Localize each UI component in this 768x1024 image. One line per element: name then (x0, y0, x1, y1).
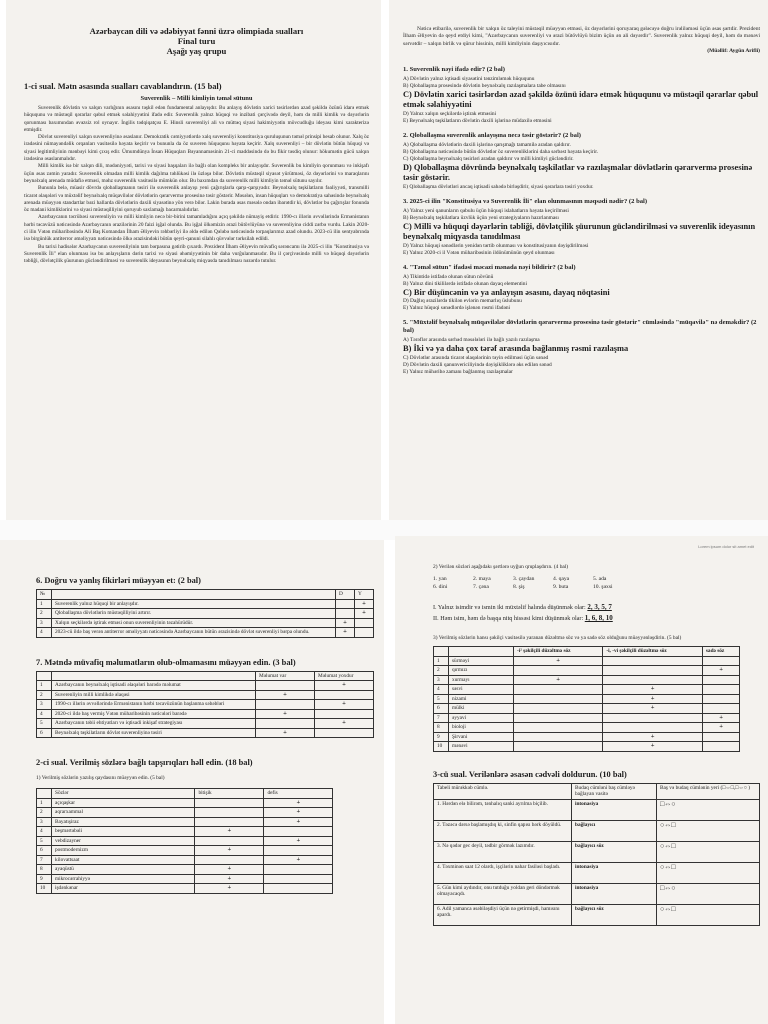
answer-2 (433, 614, 760, 623)
task-3-text: 3) Verilmiş sözlərin hansı şəkilçi vasitəsilə yaranan düzəltmə söz və ya sadə söz olduğunu müəyyənləşdirin. (5 bal) (433, 635, 682, 641)
answer-option: E) Yalnız hüquqi sənədlərdə işlənən rəsmi ifadəni (403, 305, 511, 312)
table-cell (264, 874, 333, 884)
answer-option: B) Qloballaşma prosesində dövlətin beynəlxalq razılaşmalara tabe olmasını (403, 82, 566, 89)
table-cell: + (603, 685, 703, 695)
table-row (37, 846, 333, 856)
table-cell (315, 690, 374, 700)
q7-heading: 7. Mətndə müvafiq məlumatların olub-olmamasını müəyyən edin. (3 bal) (36, 657, 296, 667)
table-row (434, 656, 740, 666)
col-header: Sözlər (52, 789, 195, 799)
word-item: 6. dini (433, 584, 448, 590)
table-row (434, 742, 740, 752)
table-cell (514, 704, 603, 714)
table-cell: 3 (37, 700, 52, 710)
table-cell: səsvi (449, 685, 514, 695)
connector-cell: bağlayıcı söz (572, 904, 657, 925)
table-cell (702, 704, 740, 714)
table-cell: 5 (37, 836, 52, 846)
answer-option: A) Tikintidə istifadə olunan sütun növünü (403, 273, 494, 280)
table-cell (195, 798, 264, 808)
table-cell (264, 846, 333, 856)
table-row (434, 862, 760, 883)
table-cell: + (264, 855, 333, 865)
table-cell: Bayatışiraz (52, 817, 195, 827)
answer-option: B) Beynəlxalq təşkilatlara üzvlük üçün yeni strategiyaların hazırlanması (403, 214, 559, 221)
q6-heading: 6. Doğru və yanlış fikirləri müəyyən et: (2 bal) (36, 576, 201, 585)
table-row (37, 884, 333, 894)
table-cell: Şirvani (449, 732, 514, 742)
doc-round: Final turu (177, 36, 216, 46)
table-cell (514, 666, 603, 676)
correct-option: C) Milli və hüquqi dəyərlərin təbliği, dövlətçilik şüurunun gücləndirilməsi və suverenlik ideyasının beynəlxalq miqyasda tanıdılması (403, 221, 756, 242)
word-item: 10. şəxsi (593, 584, 613, 590)
table-cell (702, 656, 740, 666)
table-cell: 1990-cı illərin əvvəllərində Ermənistanın hərbi təcavüzünün başlanma səbəbləri (52, 700, 256, 710)
sentence-cell: 1. Hərdən elə bilirəm, tənhalıq sanki ayrılma biçilib. (434, 799, 572, 820)
table-cell (514, 713, 603, 723)
table-cell: 10 (37, 884, 52, 894)
table-cell: Azərbaycanın beynəlxalq iqtisadi əlaqələri barədə məlumat (52, 681, 256, 691)
table-cell: 2020-ci ildə baş vermiş Vətən müharibəsinin nəticələri barədə (52, 709, 256, 719)
answer-option: C) Qloballaşma beynəlxalq təsirləri aradan qaldırır və milli kimliyi gücləndirir. (403, 155, 574, 162)
section-3-heading: 3-cü sual. Verilənlərə əsasən cədvəli doldurun. (10 bal) (433, 769, 627, 779)
table-cell: + (315, 681, 374, 691)
table-cell: aqrarxammal (52, 808, 195, 818)
table-cell (514, 685, 603, 695)
table-cell: 2 (37, 609, 52, 619)
table-cell (514, 742, 603, 752)
position-cell: ○⇔□ (657, 904, 760, 925)
table-row (37, 599, 374, 609)
col-header (37, 671, 52, 681)
answer-option: A) Yalnız yeni qanunların qəbulu üçün hüquqi islahatların həyata keçirilməsi (403, 207, 569, 214)
table-cell: 6 (37, 846, 52, 856)
table-cell: 7 (434, 713, 449, 723)
table-cell: ayaqüstü (52, 865, 195, 875)
word-item: 2. maya (473, 576, 491, 582)
table-cell (195, 817, 264, 827)
table-cell: + (264, 817, 333, 827)
table-cell: 1 (37, 599, 52, 609)
section-1-heading: 1-ci sual. Mətn əsasında sualları cavablandırın. (15 bal) (24, 82, 222, 91)
connector-cell: intonasiya (572, 862, 657, 883)
table-cell (315, 728, 374, 738)
answer-1-label: I. Yalnız isimdir və ismin iki müxtəlif halında düşünmək olar: (433, 604, 586, 611)
col-header: Y (355, 590, 374, 600)
table-cell: 4 (37, 628, 52, 638)
table-cell (514, 694, 603, 704)
table-cell: + (195, 874, 264, 884)
position-cell: ○⇔□ (657, 841, 760, 862)
table-cell: + (603, 742, 703, 752)
table-cell: qırmızı (449, 666, 514, 676)
table-row (434, 883, 760, 904)
words-table (36, 788, 333, 894)
connector-cell: bağlayıcı (572, 820, 657, 841)
table-row (37, 681, 374, 691)
paragraph: Bu tarixi hadisələr Azərbaycanın suverenliyinin tam bərpasına gətirib çıxardı. Prezident İlham Əliyevin müvafiq sərəncamı ilə 2025-ci ilin "Konstitusiya və Suverenlik İli" elan olunması isə bu anlayışların dərin tarixi və siyasi əhəmiyyətinin bir daha vurğulanmasıdır. Bu il çərçivəsində milli və hüquqi dəyərlərin təbliği, dövlətçilik şüurunun gücləndirilməsi və suverenlik ideyasının beynəlxalq miqyasda tanıdılması nəzərdə tutulur. (24, 243, 369, 265)
table-cell: Suverenlik yalnız hüquqi bir anlayışdır. (52, 599, 336, 609)
page-3 (0, 540, 384, 1024)
table-cell: 3 (37, 618, 52, 628)
table-cell: + (336, 618, 355, 628)
table-cell: + (603, 694, 703, 704)
table-cell: + (336, 628, 355, 638)
paragraph: Azərbaycanın təcrübəsi suverenliyin və milli kimliyin necə bir-birini tamamladığını açıq şəkildə nümayiş etdirir. 1990-cı illərin əvvəllərində Ermənistanın hərbi təcavüzü nəticəsində Azərbaycanın ərazilərinin 20 faizi işğal olunda. Bu işğal ölkəmizin ərazi bütövlüyünə və suverenliyinə ciddi zərbə vurdu. Lakin 2020-ci ilin Vətən müharibəsində Ali Baş Komandan İlham Əliyevin rəhbərliyi ilə əldə edilən Qələbə nəticəsində torpaqlarımız azad olundu. 2023-cü ilin sentyabrında isə birgünlük antiterror əməliyyatı nəticəsində ölkə ərazisindəki bütün qeyri-qanuni silahlı qüvvələr tərksilah edildi. (24, 214, 369, 243)
table-cell (195, 808, 264, 818)
sentence-cell: 5. Gün kimi aydındır, onu tutduğu yoldan geri döndərmək olmayacaqdı. (434, 883, 572, 904)
table-cell: + (315, 719, 374, 729)
table-cell: + (195, 846, 264, 856)
text-title: Suverenlik – Milli kimliyin təməl sütunu (140, 95, 253, 102)
paragraph: Bununla belə, müasir dövrdə qloballaşmanın təsiri ilə suverenlik anlayışı yeni çağırışlarla qarşı-qarşıyadır. Beynəlxalq təşkilatların fəaliyyəti, transmilli ticarət əlaqələri və müxtəlif beynəlxalq müqavilələr dövlətlərin qərarvermə prosesinə təsir göstərir. Məsələn, insan hüquqları və demokratiya sahəsində beynəlxalq arenada müəyyən standartlar bəzi hallarda dövlətlərin daxili siyasətinə yön verə bilər. Lakin burada əsas məsələ ondan ibarətdir ki, dövlətlər bu çağırışlar fonunda öz madani kimliklərini və siyasi müstəqilliyini qoruyub saxlamağı bacarmalıdırlar. (24, 185, 369, 214)
table-row (434, 675, 740, 685)
table-cell: + (195, 827, 264, 837)
table-header-row (37, 789, 333, 799)
table-row (434, 723, 740, 733)
table-cell: 2 (37, 808, 52, 818)
word-item: 5. ada (593, 576, 607, 582)
table-cell (514, 723, 603, 733)
col-header: -i² şəkilçili düzəltmə söz (514, 647, 603, 657)
table-cell (702, 694, 740, 704)
table-header-row (434, 647, 740, 657)
table-cell: vebdizayner (52, 836, 195, 846)
col-header: Baş və budaq cümlənin yeri (□⇔□,□⇔○ ) (657, 783, 760, 799)
table-cell: + (256, 690, 315, 700)
table-cell: + (264, 798, 333, 808)
answer-option: D) Dağlıq ərazilərdə tikilən evlərin memarlıq üslubunu (403, 298, 522, 305)
table-cell (603, 723, 703, 733)
info-table (36, 671, 374, 739)
table-row (434, 704, 740, 714)
word-item: 9. buta (553, 584, 569, 590)
table-row (37, 700, 374, 710)
position-cell: ○⇔□ (657, 862, 760, 883)
table-header-row (37, 671, 374, 681)
col-header: Budaq cümləni baş cümləyə bağlayan vasitə (572, 783, 657, 799)
table-row (37, 719, 374, 729)
table-cell: nizami (449, 694, 514, 704)
table-row (37, 628, 374, 638)
table-cell: + (264, 836, 333, 846)
table-cell (195, 855, 264, 865)
table-cell: 9 (434, 732, 449, 742)
position-cell: ○⇔□ (657, 820, 760, 841)
table-cell: + (195, 865, 264, 875)
table-row (37, 836, 333, 846)
connector-cell: intonasiya (572, 883, 657, 904)
table-row (37, 709, 374, 719)
table-cell (603, 675, 703, 685)
table-cell: sürməyi (449, 656, 514, 666)
word-item: 7. çəna (473, 584, 489, 590)
table-cell: kilovattsaat (52, 855, 195, 865)
table-row (37, 855, 333, 865)
table-cell: 2 (37, 690, 52, 700)
table-cell: Suverenliyin milli kimlikdə əlaqəsi (52, 690, 256, 700)
answer-option: C) Dövlətlər arasında ticarət əlaqələrinin təyin edilməsi üçün sənəd (403, 354, 549, 361)
table-cell: + (603, 732, 703, 742)
table-cell (603, 713, 703, 723)
table-cell: + (355, 609, 374, 619)
sentence-cell: 4. Təxminən saat 12 olardı, işçilərin nahar fasiləsi başladı. (434, 862, 572, 883)
table-row (37, 865, 333, 875)
corner-text: Lorem ipsum dolor sit amet edit (698, 544, 754, 549)
table-cell: 1 (37, 798, 52, 808)
col-header: defis (264, 789, 333, 799)
sentence-cell: 2. Təzəcə dərsə başlamışdıq ki, sinfin qapısı bərk döyüldü. (434, 820, 572, 841)
answer-option: B) Qloballaşma nəticəsində bütün dövlətlər öz suverenliklərini daha sərbəst həyata keçirir. (403, 148, 599, 155)
col-header (449, 647, 514, 657)
table-cell: 2 (434, 666, 449, 676)
table-cell: 6 (37, 728, 52, 738)
table-row (434, 904, 760, 925)
section-2-heading: 2-ci sual. Verilmiş sözlərə bağlı tapşırıqları həll edin. (18 bal) (36, 758, 253, 767)
col-header (52, 590, 336, 600)
question-text: 2. Qloballaşma suverenlik anlayışına necə təsir göstərir? (2 bal) (403, 131, 581, 139)
table-row (434, 694, 740, 704)
position-cell: □⇔○ (657, 883, 760, 904)
answer-2-value: 1, 6, 8, 10 (584, 614, 613, 622)
table-cell (256, 700, 315, 710)
col-header: № (37, 590, 52, 600)
answer-option: D) Yalnız hüquqi sənədlərin yenidən tərtib olunması və konstitusiyanın dəyişdirilməsi (403, 242, 589, 249)
col-header: Məlumat yoxdur (315, 671, 374, 681)
question-text: 5. "Müxtəlif beynəlxalq müqavilələr dövlətlərin qərarvermə prosesinə təsir göstərir" cümləsində "müqavilə" nə deməkdir? (2 bal) (403, 319, 757, 335)
word-item: 4. qaya (553, 576, 570, 582)
col-header: sadə söz (702, 647, 740, 657)
table-cell: işdənkənar (52, 884, 195, 894)
table-row (434, 732, 740, 742)
correct-option: C) Dövlətin xarici təsirlərdən azad şəkildə özünü idarə etmək hüququnu və müstəqil qərarlar qəbul etmək səlahiyyətini (403, 89, 759, 110)
answer-option: D) Dövlətin daxili qanunvericiliyində dəyişikliklərə əks edilən sənəd (403, 361, 552, 368)
question-text: 3. 2025-ci ilin "Konstitusiya və Suverenlik İli" elan olunmasının məqsədi nədir? (2 bal) (403, 197, 648, 205)
table-row (434, 820, 760, 841)
position-cell: □⇔○ (657, 799, 760, 820)
table-cell: 8 (37, 865, 52, 875)
answer-option: E) Qloballaşma dövlətləri ancaq iqtisadi sahədə birləşdirir, siyasi qərarlara təsiri yoxdur. (403, 183, 594, 190)
table-row (37, 609, 374, 619)
page-2 (389, 0, 768, 520)
page-1 (6, 0, 381, 520)
answer-1 (433, 603, 760, 612)
answer-2-label: II. Həm isim, həm də başqa nitq hissəsi kimi düşünmək olar: (433, 615, 584, 622)
table-cell: + (702, 666, 740, 676)
table-row (434, 799, 760, 820)
word-list-line (433, 575, 760, 583)
question-text: 1. Suverenlik nəyi ifadə edir? (2 bal) (403, 65, 505, 73)
true-false-table (36, 589, 374, 638)
answer-option: A) Dövlətin yalnız iqtisadi siyasətini tənzimləmək hüququnu (403, 75, 535, 82)
table-row (37, 798, 333, 808)
table-header-row (434, 783, 760, 799)
table-cell: Beynəlxalq təşkilatların dövlət suverenliyinə təsiri (52, 728, 256, 738)
table-cell (264, 865, 333, 875)
correct-option: D) Qloballaşma dövründə beynəlxalq təşkilatlar və razılaşmalar dövlətlərin qərarvermə prosesinə təsir göstərir. (403, 162, 753, 183)
table-cell: Qloballaşma dövlətlərin müstəqilliyini artırır. (52, 609, 336, 619)
table-cell: açıqaşkar (52, 798, 195, 808)
answer-option: A) Qloballaşma dövlətlərin daxili işlərinə qarışmağı tamamilə aradan qaldırır. (403, 141, 571, 148)
col-header: -i, -vi şəkilçili düzəltmə söz (603, 647, 703, 657)
question-list (403, 66, 760, 376)
col-header: Tabeli mürəkkəb cümlə. (434, 783, 572, 799)
table-row (37, 874, 333, 884)
connector-cell: bağlayıcı söz (572, 841, 657, 862)
table-cell: əyyavi (449, 713, 514, 723)
doc-title: Azərbaycan dili və ədəbiyyat fənni üzrə olimpiada sualları (89, 26, 304, 36)
table-row (37, 827, 333, 837)
table-cell: + (195, 884, 264, 894)
table-cell: 1 (37, 681, 52, 691)
table-cell: 4 (37, 827, 52, 837)
word-item: 8. şiş (513, 584, 525, 590)
table-cell: 5 (434, 694, 449, 704)
table-cell: 10 (434, 742, 449, 752)
table-row (434, 685, 740, 695)
paragraph: Dövlət suverenliyi xalqın suverenliyinə əsaslanır. Demokratik cəmiyyətlərdə xalq suverenliyi konstitusiya quruluşunun təməl prinsipi hesab olunur. Xalq öz iradəsini nümayəndəlik orqanları vasitəsilə həyata keçirir və bununla da öz suveren hüququnu həyata keçirir. Xalq suverenliyi – bir dövlətin bütün hüquqi və siyasi legitimliyinin mənbəyi kimi çıxış edir. Ümumdünya İnsan Hüquqları Bəyannaməsinin 21-ci maddəsində də bu fikir təsdiq olunur: hökumətin gücü xalqın iradəsinə əsaslanmalıdır. (24, 134, 369, 163)
table-cell: 6 (434, 704, 449, 714)
table-row (37, 817, 333, 827)
answer-1-value: 2, 3, 5, 7 (587, 603, 612, 611)
answer-option: A) Tərəflər arasında sərhəd məsələləri ilə bağlı yazılı razılaşma (403, 337, 540, 344)
table-cell (264, 884, 333, 894)
table-row (434, 841, 760, 862)
table-cell (264, 827, 333, 837)
table-cell: 4 (37, 709, 52, 719)
table-row (37, 618, 374, 628)
answer-option: B) Yalnız dini tikililərdə istifadə olunan dayaq elementini (403, 280, 527, 287)
table-cell: 3 (37, 817, 52, 827)
table-cell: mənəvi (449, 742, 514, 752)
sentence-cell: 3. Nə qədər gec deyil, tədbir görmək lazımdır. (434, 841, 572, 862)
correct-option: C) Bir düşüncənin və ya anlayışın əsasını, dayaq nöqtəsini (403, 287, 610, 297)
paragraph: Milli kimlik isə bir xalqın dili, mədəniyyəti, tarixi və siyasi başqaları ilə bağlı olan kompleks bir anlayışdır. Suverenlik bu kimliyin qorunması və inkişafı üçün əsas zəmin yaradır. Suverenlik olmadan milli kimlik dağılma təhlükəsi ilə üzləşə bilər. Dövlətin müstəqil siyasət yürütməsi, öz dəyərlərini və maraqlarını beynəlxalq arenada müdafiə etməsi, məhz suverenlik vasitəsilə mümkün olur. Bu baxımdan da suverenlik milli kimliyin təməl sütunu sayılır. (24, 163, 369, 184)
answer-option: E) Beynəlxalq təşkilatların dövlətin daxili işlərinə müdaxilə etməsini (403, 117, 552, 124)
table-cell (355, 618, 374, 628)
question-text: 4. "Təməl sütun" ifadəsi məcazi mənada nəyi bildirir? (2 bal) (403, 263, 576, 271)
word-list (433, 575, 760, 591)
table-cell (702, 732, 740, 742)
table-cell: + (256, 728, 315, 738)
table-cell: + (603, 704, 703, 714)
table-cell: 9 (37, 874, 52, 884)
author-credit: (Müəllif: Aygün Arifli) (707, 48, 760, 55)
table-cell: + (264, 808, 333, 818)
table-cell: + (702, 713, 740, 723)
table-cell: 4 (434, 685, 449, 695)
connector-cell: intonasiya (572, 799, 657, 820)
table-cell: Azərbaycanın təbii ehtiyatları və iqtisadi inkişaf strategiyası (52, 719, 256, 729)
suffix-table (433, 646, 740, 752)
answer-option: E) Yalnız 2020-ci il Vətən müharibəsinin ildönümünün qeyd olunması (403, 249, 555, 256)
table-cell (195, 836, 264, 846)
answer-option: E) Yalnız mühəribə zamanı bağlanmış razılaşmalar (403, 368, 513, 375)
table-cell: + (355, 599, 374, 609)
table-cell (256, 681, 315, 691)
table-cell (256, 719, 315, 729)
table-cell: mülki (449, 704, 514, 714)
table-cell (702, 742, 740, 752)
table-cell (355, 628, 374, 638)
table-cell: 5 (37, 719, 52, 729)
table-row (37, 808, 333, 818)
col-header: Məlumat var (256, 671, 315, 681)
table-cell: 8 (434, 723, 449, 733)
table-cell (603, 656, 703, 666)
table-row (37, 728, 374, 738)
table-cell (315, 709, 374, 719)
col-header (52, 671, 256, 681)
table-row (434, 666, 740, 676)
conclusion-paragraph: Nəticə etibarilə, suverenlik bir xalqın öz taleyini müstəqil müəyyən etməsi, öz dəyərlərini qoruyaraq gələcəyə doğru irəliləməsi üçün əsas şərtdir. Prezident İlham Əliyevin də qeyd etdiyi kimi, "Azərbaycanın suverenliyi və ərazi bütövlüyü bizim üçün ən ali dəyərdir". Suverenlik yalnız hüquqi deyil, həm də mənəvi sərvətdir – xalqın birlik və qürur hissinin, milli kimliyinin daşıyıcısıdır. (403, 26, 760, 47)
col-header: D (336, 590, 355, 600)
answer-option: D) Yalnız xalqın seçkilərdə iştirak etməsini (403, 110, 497, 117)
table-cell (603, 666, 703, 676)
col-header (434, 647, 449, 657)
col-header: bitişik (195, 789, 264, 799)
table-cell: 2023-cü ildə baş verən antiterror əməliyyatı nəticəsində Azərbaycanın bütün ərazisində dövlət suverenliyi bərpa olundu. (52, 628, 336, 638)
table-cell: beşmərtəbəli (52, 827, 195, 837)
table-cell: 7 (37, 855, 52, 865)
table-cell: postmodernizm (52, 846, 195, 856)
table-cell: + (514, 656, 603, 666)
table-cell: mikrocərrahiyyə (52, 874, 195, 884)
table-cell: Xalqın seçkilərdə iştirak etməsi onun suverenliyinin təzahürüdür. (52, 618, 336, 628)
word-list-line (433, 583, 760, 591)
sentence-cell: 6. Adil yamanca əsəbiləşdiyi üçün nə getirmişdi, hamısını apardı. (434, 904, 572, 925)
table-cell (702, 685, 740, 695)
table-cell (702, 675, 740, 685)
table-row (434, 713, 740, 723)
table-header-row (37, 590, 374, 600)
table-cell: + (256, 709, 315, 719)
table-cell: 3 (434, 675, 449, 685)
table-cell: xurmayı (449, 675, 514, 685)
table-cell: bioloji (449, 723, 514, 733)
table-row (37, 690, 374, 700)
word-item: 3. çaydan (513, 576, 535, 582)
table-cell: + (514, 675, 603, 685)
conjunction-table (433, 783, 760, 926)
table-cell (514, 732, 603, 742)
correct-option: B) İki və ya daha çox tərəf arasında bağlanmış rəsmi razılaşma (403, 344, 629, 354)
table-cell: + (702, 723, 740, 733)
table-cell (336, 609, 355, 619)
table-cell (336, 599, 355, 609)
task-2-text: 2) Verilən sözləri aşağıdakı şərtlərə uyğun qruplaşdırın. (4 bal) (433, 564, 569, 570)
col-header (37, 789, 52, 799)
doc-group: Aşağı yaş qrupu (166, 46, 227, 56)
paragraph: Suverenlik dövlətin və xalqın varlığının əsasını təşkil edən fundamental anlayışdır. Bu anlayış dövlətin xarici təsirlərdən azad şəkildə özünü idarə etmək hüququnu və müstəqil qərarlar qəbul etmək səlahiyyətini ifadə edir. Suverenlik yalnız hüquqi və inzibati çərçivədə deyil, həm də milli kimlik və dəyərlərin qorunması baxımından əvəzsiz rol oynayır. İngilis tədqiqatçısı E. Hinsli suverenliyi ali və müttəq siyasi hakimiyyətin mövcudluğu ideyası kimi xarakterizə etmişdir. (24, 105, 369, 133)
page-4 (395, 536, 768, 1024)
table-cell: + (315, 700, 374, 710)
word-item: 1. yan (433, 576, 447, 582)
table-cell: 1 (434, 656, 449, 666)
task-1-text: 1) Verilmiş sözlərin yazılış qaydasını müəyyən edin. (5 bal) (36, 775, 165, 781)
